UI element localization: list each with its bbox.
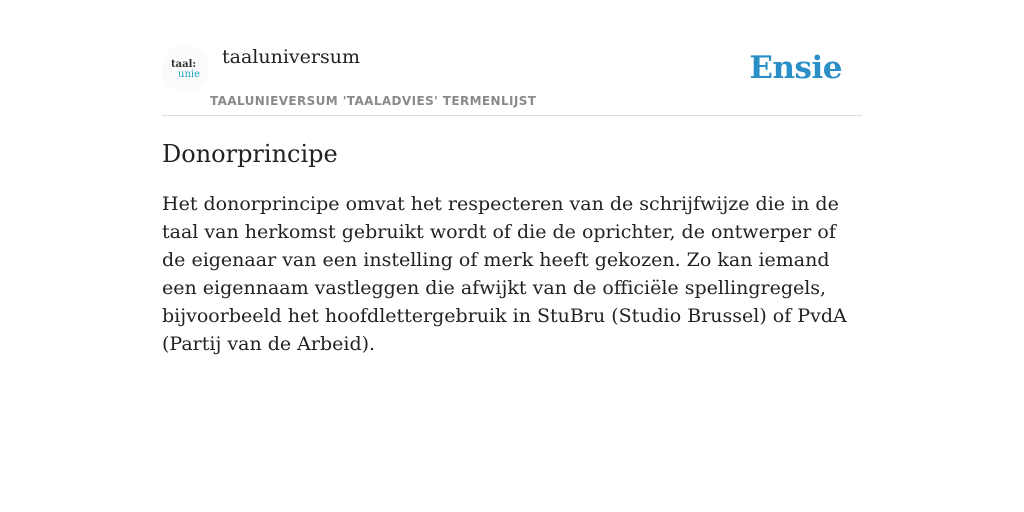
logo-text-unie: unie — [178, 69, 200, 80]
ensie-logo-link[interactable]: Ensie — [749, 50, 842, 86]
taalunie-logo[interactable] — [162, 46, 208, 92]
source-subtitle[interactable]: TAALUNIEVERSUM 'TAALADVIES' TERMENLIJST — [210, 94, 537, 108]
term-definition: Het donorprincipe omvat het respecteren van de schrijfwijze die in de taal van herkomst gebruikt wordt of die de oprichter, de ontwerper of de eigenaar van een instelling of merk heeft gekozen. Zo kan iemand een eigennaam vastleggen die afwijkt van de officiële spellingregels, bijvoorbeeld het hoofdlettergebruik in StuBru (Studio Brussel) of PvdA (Partij van de Arbeid). — [162, 193, 847, 355]
header — [162, 44, 862, 116]
logo-text-taal: taal: — [171, 59, 197, 70]
term-title: Donorprincipe — [162, 140, 338, 168]
source-name[interactable]: taaluniversum — [222, 46, 360, 68]
page — [162, 0, 862, 358]
